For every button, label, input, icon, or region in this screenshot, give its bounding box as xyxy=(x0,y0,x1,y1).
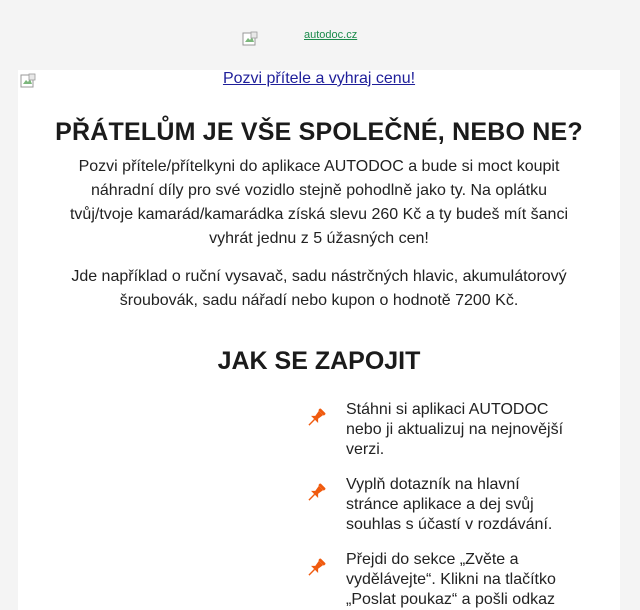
step-text: Vyplň dotazník na hlavní stránce aplikace a dej svůj souhlas s účastí v rozdávání. xyxy=(346,476,553,533)
pushpin-icon xyxy=(304,556,328,580)
broken-image-icon xyxy=(242,31,258,47)
intro-paragraph: Pozvi přítele/přítelkyni do aplikace AUTODOC a bude si moct koupit náhradní díly pro své vozidlo stejně pohodlně jako ty. Na oplátku tvůj/tvoje kamarád/kamarádka získá slevu 260 Kč a ty budeš mít šanci vyhrát jednu z 5 úžasných cen! xyxy=(69,158,568,247)
banner xyxy=(18,70,620,94)
email-header xyxy=(0,0,640,70)
section-title: JAK SE ZAPOJIT xyxy=(217,347,421,375)
pushpin-icon xyxy=(304,406,328,430)
prizes-paragraph: Jde například o ruční vysavač, sadu nástrčných hlavic, akumulátorový šroubovák, sadu nářadí nebo kupon o hodnotě 7200 Kč. xyxy=(71,268,567,309)
email-card xyxy=(18,70,620,610)
step-text: Přejdi do sekce „Zvěte a vydělávejte“. Klikni na tlačítko „Poslat poukaz“ a pošli odkaz xyxy=(346,551,556,608)
pushpin-icon xyxy=(304,481,328,505)
step-text: Stáhni si aplikaci AUTODOC nebo ji aktualizuj na nejnovější verzi. xyxy=(346,401,564,458)
invite-friend-banner-link[interactable]: Pozvi přítele a vyhraj cenu! xyxy=(222,70,416,87)
main-title: PŘÁTELŮM JE VŠE SPOLEČNÉ, NEBO NE? xyxy=(55,118,583,146)
autodoc-logo-link[interactable]: autodoc.cz xyxy=(304,29,358,41)
